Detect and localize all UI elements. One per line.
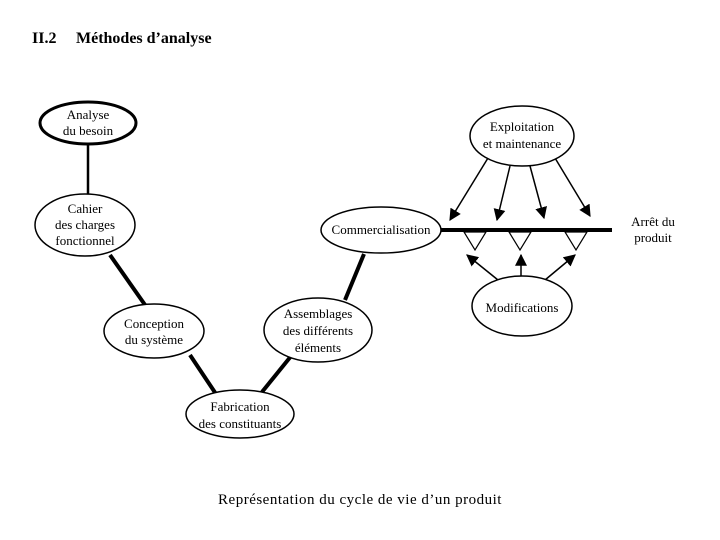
node-fabrication-line-2: des constituants — [198, 416, 282, 431]
node-fabrication-line-1: Fabrication — [210, 399, 270, 414]
node-besoin-line-2: du besoin — [62, 123, 114, 138]
node-modifications-line-1: Modifications — [485, 300, 559, 315]
usage-marker-3 — [565, 232, 587, 250]
node-conception-line-2: du système — [124, 332, 184, 347]
node-conception-line-1: Conception — [124, 316, 184, 331]
arrow-exploitation-3 — [530, 166, 544, 218]
arrow-exploitation-4 — [555, 158, 590, 216]
node-modifications — [472, 276, 572, 336]
node-arret-line-2: produit — [634, 230, 672, 245]
node-arret-line-1: Arrêt du — [631, 214, 675, 229]
node-cahier — [35, 194, 135, 256]
node-conception — [104, 304, 204, 358]
connector-cahier-conception — [110, 255, 150, 312]
node-besoin — [40, 102, 136, 144]
arrow-exploitation-1 — [450, 158, 488, 220]
connector-conception-fabrication — [190, 355, 216, 394]
arrow-exploitation-2 — [497, 166, 510, 220]
node-fabrication — [186, 390, 294, 438]
node-cahier-line-3: fonctionnel — [55, 233, 115, 248]
node-assemblages — [264, 298, 372, 362]
section-title: Méthodes d’analyse — [76, 30, 212, 47]
arrow-modifications-1 — [467, 255, 498, 280]
node-assemblages-line-2: des différents — [282, 323, 354, 338]
usage-marker-1 — [464, 232, 486, 250]
node-commercialisation-line-1: Commercialisation — [331, 222, 431, 237]
node-exploitation-line-1: Exploitation — [489, 119, 555, 134]
arrow-modifications-3 — [545, 255, 575, 280]
node-commercialisation — [321, 207, 441, 253]
node-cahier-line-2: des charges — [54, 217, 116, 232]
usage-marker-2 — [509, 232, 531, 250]
connector-assemblages-commercialisation — [345, 254, 364, 300]
node-assemblages-line-3: éléments — [294, 340, 342, 355]
usage-markers — [464, 232, 587, 250]
node-cahier-line-1: Cahier — [67, 201, 103, 216]
node-besoin-line-1: Analyse — [66, 107, 110, 122]
section-number: II.2 — [32, 30, 57, 47]
node-assemblages-line-1: Assemblages — [283, 306, 353, 321]
node-arret — [631, 214, 675, 245]
arrows — [450, 158, 590, 280]
figure-caption: Représentation du cycle de vie d’un produit — [218, 492, 502, 508]
node-exploitation — [470, 106, 574, 166]
node-exploitation-line-2: et maintenance — [482, 136, 562, 151]
